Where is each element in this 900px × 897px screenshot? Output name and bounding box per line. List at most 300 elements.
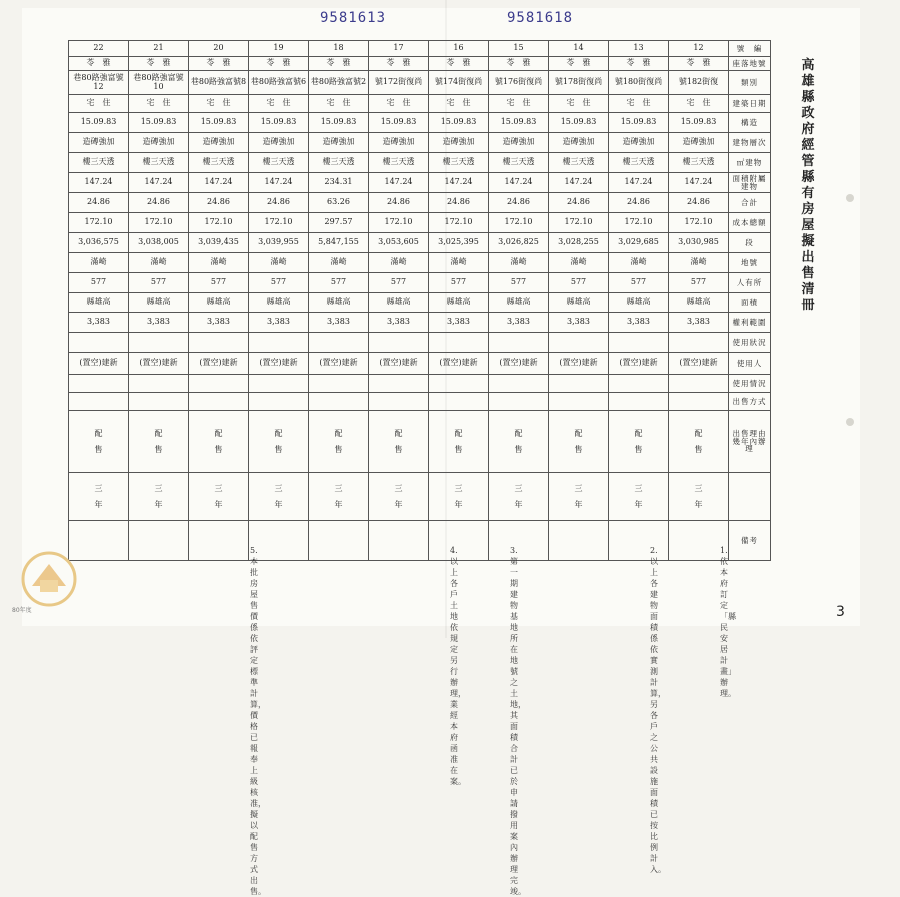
cell-usage: (置空)建新	[669, 353, 729, 375]
cell-num: 15	[489, 41, 549, 57]
cell-structure: 造磚強加	[429, 133, 489, 153]
property-table	[68, 40, 771, 561]
cell-section: 滿崎	[369, 253, 429, 273]
cell-section: 滿崎	[189, 253, 249, 273]
cell-lot: 577	[669, 273, 729, 293]
cell-total-area: 172.10	[69, 213, 129, 233]
cell-address: 巷80路強富號10	[129, 71, 189, 95]
cell-attached-area: 24.86	[249, 193, 309, 213]
vertical-text: 配 售	[274, 429, 283, 454]
cell-date: 15.09.83	[489, 113, 549, 133]
cell-land-area: 3,383	[249, 313, 309, 333]
cell-num: 12	[669, 41, 729, 57]
vertical-text: 配 售	[454, 429, 463, 454]
cell-owner: 縣雄高	[129, 293, 189, 313]
empty-cell	[129, 333, 189, 353]
cell-land-area: 3,383	[369, 313, 429, 333]
empty-cell	[369, 333, 429, 353]
page-title: 高雄縣政府經管縣有房屋擬出售清冊	[801, 58, 815, 313]
empty-cell	[669, 393, 729, 411]
cell-attached-area: 24.86	[429, 193, 489, 213]
table-row	[69, 393, 771, 411]
cell-total-area: 297.57	[309, 213, 369, 233]
vertical-text: 配 售	[154, 429, 163, 454]
cell-type: 宅 住	[609, 95, 669, 113]
table-row	[69, 173, 771, 193]
page-number: 3	[836, 604, 845, 620]
row-label: 地號	[729, 253, 771, 273]
cell-num: 17	[369, 41, 429, 57]
cell-section: 滿崎	[429, 253, 489, 273]
cell-num: 13	[609, 41, 669, 57]
empty-cell	[429, 375, 489, 393]
cell-building-area: 234.31	[309, 173, 369, 193]
cell-land-area: 3,383	[69, 313, 129, 333]
cell-cost: 3,030,985	[669, 233, 729, 253]
cell-type: 宅 住	[549, 95, 609, 113]
cell-reason-period	[249, 473, 309, 521]
cell-owner: 縣雄高	[669, 293, 729, 313]
empty-cell	[549, 375, 609, 393]
cell-land-area: 3,383	[189, 313, 249, 333]
table-row	[69, 133, 771, 153]
table-row	[69, 313, 771, 333]
cell-total-area: 172.10	[429, 213, 489, 233]
binder-hole-bottom	[846, 418, 854, 426]
cell-total-area: 172.10	[609, 213, 669, 233]
cell-total-area: 172.10	[489, 213, 549, 233]
cell-cost: 3,028,255	[549, 233, 609, 253]
cell-section: 滿崎	[669, 253, 729, 273]
cell-usage: (置空)建新	[369, 353, 429, 375]
cell-structure: 造磚強加	[309, 133, 369, 153]
row-label: ㎡建物	[729, 153, 771, 173]
cell-floors: 樓三天透	[489, 153, 549, 173]
cell-reason-period	[549, 473, 609, 521]
cell-section: 滿崎	[309, 253, 369, 273]
table-row	[69, 273, 771, 293]
cell-sale-method	[369, 411, 429, 473]
row-label: 權利範圍	[729, 313, 771, 333]
table-row	[69, 411, 771, 473]
cell-sale-method	[249, 411, 309, 473]
empty-cell	[189, 333, 249, 353]
empty-cell	[669, 333, 729, 353]
cell-building-area: 147.24	[429, 173, 489, 193]
cell-total-area: 172.10	[249, 213, 309, 233]
cell-sale-method	[609, 411, 669, 473]
cell-structure: 造磚強加	[249, 133, 309, 153]
cell-lot: 577	[309, 273, 369, 293]
empty-cell	[129, 393, 189, 411]
cell-attached-area: 24.86	[129, 193, 189, 213]
cell-usage: (置空)建新	[189, 353, 249, 375]
cell-reason-period	[489, 473, 549, 521]
vertical-text: 三 年	[454, 484, 463, 509]
cell-building-area: 147.24	[609, 173, 669, 193]
empty-cell	[549, 333, 609, 353]
header-label: 號 編	[729, 41, 771, 57]
cell-attached-area: 24.86	[489, 193, 549, 213]
cell-address: 巷80路強富號2	[309, 71, 369, 95]
cell-num: 19	[249, 41, 309, 57]
cell-address: 巷80路強富號12	[69, 71, 129, 95]
cell-total-area: 172.10	[549, 213, 609, 233]
cell-floors: 樓三天透	[549, 153, 609, 173]
cell-parcel: 苓 雅	[549, 57, 609, 71]
cell-total-area: 172.10	[669, 213, 729, 233]
cell-date: 15.09.83	[609, 113, 669, 133]
empty-cell	[489, 375, 549, 393]
row-label: 建物層次	[729, 133, 771, 153]
row-label	[729, 473, 771, 521]
cell-usage: (置空)建新	[549, 353, 609, 375]
cell-type: 宅 住	[309, 95, 369, 113]
cell-land-area: 3,383	[309, 313, 369, 333]
empty-cell	[69, 333, 129, 353]
note-2: 2.以上各建物面積係依實測計算，另各戶之公共設施面積已按比例計入。	[650, 546, 666, 874]
empty-cell	[69, 393, 129, 411]
cell-floors: 樓三天透	[249, 153, 309, 173]
empty-cell	[69, 375, 129, 393]
cell-date: 15.09.83	[189, 113, 249, 133]
cell-total-area: 172.10	[129, 213, 189, 233]
cell-cost: 3,026,825	[489, 233, 549, 253]
cell-reason-period	[429, 473, 489, 521]
cell-cost: 3,025,395	[429, 233, 489, 253]
cell-date: 15.09.83	[69, 113, 129, 133]
cell-date: 15.09.83	[249, 113, 309, 133]
empty-cell	[249, 375, 309, 393]
cell-land-area: 3,383	[609, 313, 669, 333]
vertical-text: 配 售	[334, 429, 343, 454]
empty-cell	[249, 393, 309, 411]
cell-address: 號174街復尚	[429, 71, 489, 95]
table-row	[69, 353, 771, 375]
cell-building-area: 147.24	[189, 173, 249, 193]
cell-cost: 5,847,155	[309, 233, 369, 253]
cell-num: 21	[129, 41, 189, 57]
cell-sale-method	[549, 411, 609, 473]
row-label: 座落地號	[729, 57, 771, 71]
cell-owner: 縣雄高	[429, 293, 489, 313]
cell-section: 滿崎	[129, 253, 189, 273]
row-label: 人有所	[729, 273, 771, 293]
table-row	[69, 113, 771, 133]
vertical-text: 配 售	[574, 429, 583, 454]
cell-parcel: 苓 雅	[129, 57, 189, 71]
cell-address: 巷80路強富號6	[249, 71, 309, 95]
cell-type: 宅 住	[429, 95, 489, 113]
cell-parcel: 苓 雅	[189, 57, 249, 71]
cell-land-area: 3,383	[129, 313, 189, 333]
cell-num: 20	[189, 41, 249, 57]
cell-lot: 577	[429, 273, 489, 293]
vertical-text: 配 售	[394, 429, 403, 454]
cell-sale-method	[129, 411, 189, 473]
cell-attached-area: 24.86	[609, 193, 669, 213]
table-row	[69, 41, 771, 57]
empty-cell	[609, 375, 669, 393]
cell-attached-area: 24.86	[69, 193, 129, 213]
cell-reason-period	[669, 473, 729, 521]
empty-cell	[129, 521, 189, 561]
cell-owner: 縣雄高	[189, 293, 249, 313]
cell-cost: 3,038,005	[129, 233, 189, 253]
cell-floors: 樓三天透	[429, 153, 489, 173]
cell-structure: 造磚強加	[129, 133, 189, 153]
cell-lot: 577	[549, 273, 609, 293]
cell-owner: 縣雄高	[69, 293, 129, 313]
table-row	[69, 153, 771, 173]
table-row	[69, 253, 771, 273]
cell-cost: 3,039,955	[249, 233, 309, 253]
cell-building-area: 147.24	[69, 173, 129, 193]
cell-structure: 造磚強加	[489, 133, 549, 153]
cell-cost: 3,053,605	[369, 233, 429, 253]
cell-sale-method	[189, 411, 249, 473]
empty-cell	[369, 393, 429, 411]
cell-building-area: 147.24	[549, 173, 609, 193]
row-label: 備考	[729, 521, 771, 561]
cell-type: 宅 住	[669, 95, 729, 113]
cell-parcel: 苓 雅	[369, 57, 429, 71]
vertical-text: 三 年	[274, 484, 283, 509]
row-label: 類別	[729, 71, 771, 95]
cell-owner: 縣雄高	[369, 293, 429, 313]
row-label: 使用人	[729, 353, 771, 375]
cell-section: 滿崎	[69, 253, 129, 273]
cell-date: 15.09.83	[429, 113, 489, 133]
cell-usage: (置空)建新	[429, 353, 489, 375]
cell-structure: 造磚強加	[549, 133, 609, 153]
cell-type: 宅 住	[189, 95, 249, 113]
cell-land-area: 3,383	[489, 313, 549, 333]
note-5: 5.本批房屋售價係依評定標準計算，價格已報奉上級核准，擬以配售方式出售。	[250, 546, 266, 896]
vertical-text: 三 年	[334, 484, 343, 509]
empty-cell	[489, 333, 549, 353]
table-row	[69, 213, 771, 233]
empty-cell	[369, 375, 429, 393]
cell-land-area: 3,383	[429, 313, 489, 333]
vertical-text: 三 年	[94, 484, 103, 509]
cell-parcel: 苓 雅	[249, 57, 309, 71]
table-row	[69, 193, 771, 213]
cell-address: 巷80路強富號8	[189, 71, 249, 95]
cell-parcel: 苓 雅	[489, 57, 549, 71]
cell-attached-area: 24.86	[369, 193, 429, 213]
cell-date: 15.09.83	[549, 113, 609, 133]
cell-section: 滿崎	[609, 253, 669, 273]
empty-cell	[309, 333, 369, 353]
cell-usage: (置空)建新	[129, 353, 189, 375]
cell-lot: 577	[369, 273, 429, 293]
note-4: 4.以上各戶土地依規定另行辦理，業經本府函准在案。	[450, 546, 466, 786]
cell-parcel: 苓 雅	[429, 57, 489, 71]
table-row	[69, 293, 771, 313]
empty-cell	[309, 375, 369, 393]
cell-owner: 縣雄高	[609, 293, 669, 313]
cell-sale-method	[309, 411, 369, 473]
cell-cost: 3,029,685	[609, 233, 669, 253]
cell-building-area: 147.24	[249, 173, 309, 193]
cell-land-area: 3,383	[669, 313, 729, 333]
cell-usage: (置空)建新	[609, 353, 669, 375]
stamp-caption: 80年度	[12, 607, 32, 614]
row-label: 出售理由 幾年內辦理	[729, 411, 771, 473]
cell-total-area: 172.10	[189, 213, 249, 233]
table-row	[69, 95, 771, 113]
cell-building-area: 147.24	[369, 173, 429, 193]
cell-building-area: 147.24	[489, 173, 549, 193]
vertical-text: 三 年	[394, 484, 403, 509]
cell-reason-period	[129, 473, 189, 521]
cell-num: 22	[69, 41, 129, 57]
cell-owner: 縣雄高	[249, 293, 309, 313]
cell-num: 18	[309, 41, 369, 57]
table-row	[69, 473, 771, 521]
cell-structure: 造磚強加	[69, 133, 129, 153]
cell-sale-method	[429, 411, 489, 473]
empty-cell	[429, 393, 489, 411]
row-label: 成本總額	[729, 213, 771, 233]
empty-cell	[309, 393, 369, 411]
cell-address: 號178街復尚	[549, 71, 609, 95]
cell-parcel: 苓 雅	[669, 57, 729, 71]
cell-lot: 577	[249, 273, 309, 293]
vertical-text: 配 售	[214, 429, 223, 454]
archive-stamp-logo	[18, 548, 80, 610]
vertical-text: 三 年	[634, 484, 643, 509]
cell-attached-area: 24.86	[669, 193, 729, 213]
cell-structure: 造磚強加	[669, 133, 729, 153]
cell-usage: (置空)建新	[249, 353, 309, 375]
cell-type: 宅 住	[129, 95, 189, 113]
cell-land-area: 3,383	[549, 313, 609, 333]
vertical-text: 三 年	[514, 484, 523, 509]
row-label: 面積	[729, 293, 771, 313]
cell-section: 滿崎	[549, 253, 609, 273]
empty-cell	[609, 393, 669, 411]
cell-parcel: 苓 雅	[309, 57, 369, 71]
cell-address: 號182街復	[669, 71, 729, 95]
cell-floors: 樓三天透	[669, 153, 729, 173]
cell-date: 15.09.83	[369, 113, 429, 133]
empty-cell	[189, 521, 249, 561]
row-label: 段	[729, 233, 771, 253]
empty-cell	[669, 375, 729, 393]
vertical-text: 配 售	[94, 429, 103, 454]
cell-cost: 3,036,575	[69, 233, 129, 253]
cell-lot: 577	[489, 273, 549, 293]
table-row	[69, 333, 771, 353]
cell-address: 號176街復尚	[489, 71, 549, 95]
cell-section: 滿崎	[489, 253, 549, 273]
cell-num: 16	[429, 41, 489, 57]
cell-attached-area: 24.86	[549, 193, 609, 213]
cell-lot: 577	[69, 273, 129, 293]
empty-cell	[489, 393, 549, 411]
cell-type: 宅 住	[69, 95, 129, 113]
cell-reason-period	[369, 473, 429, 521]
vertical-text: 三 年	[154, 484, 163, 509]
cell-address: 號180街復尚	[609, 71, 669, 95]
cell-reason-period	[309, 473, 369, 521]
cell-lot: 577	[129, 273, 189, 293]
cell-building-area: 147.24	[669, 173, 729, 193]
cell-building-area: 147.24	[129, 173, 189, 193]
cell-floors: 樓三天透	[309, 153, 369, 173]
note-3: 3.第一期建物基地所在地號之土地，其面積合計已於申請撥用案內辦理完竣。	[510, 546, 526, 896]
cell-lot: 577	[609, 273, 669, 293]
row-label: 構造	[729, 113, 771, 133]
empty-cell	[249, 333, 309, 353]
cell-attached-area: 24.86	[189, 193, 249, 213]
cell-floors: 樓三天透	[129, 153, 189, 173]
cell-owner: 縣雄高	[549, 293, 609, 313]
empty-cell	[189, 375, 249, 393]
notes-section	[250, 545, 770, 896]
cell-address: 號172街復尚	[369, 71, 429, 95]
row-label: 使用狀況	[729, 333, 771, 353]
empty-cell	[189, 393, 249, 411]
vertical-text: 配 售	[514, 429, 523, 454]
vertical-text: 配 售	[694, 429, 703, 454]
cell-structure: 造磚強加	[189, 133, 249, 153]
cell-sale-method	[69, 411, 129, 473]
vertical-text: 配 售	[634, 429, 643, 454]
cell-section: 滿崎	[249, 253, 309, 273]
empty-cell	[609, 333, 669, 353]
empty-cell	[429, 333, 489, 353]
cell-date: 15.09.83	[669, 113, 729, 133]
cell-owner: 縣雄高	[309, 293, 369, 313]
note-1: 1.依本府訂定「縣民安居計畫」辦理。	[720, 546, 736, 698]
cell-floors: 樓三天透	[369, 153, 429, 173]
cell-parcel: 苓 雅	[69, 57, 129, 71]
cell-reason-period	[609, 473, 669, 521]
cell-sale-method	[489, 411, 549, 473]
cell-usage: (置空)建新	[309, 353, 369, 375]
cell-lot: 577	[189, 273, 249, 293]
table-row	[69, 233, 771, 253]
cell-type: 宅 住	[489, 95, 549, 113]
table-row	[69, 71, 771, 95]
cell-reason-period	[189, 473, 249, 521]
cell-owner: 縣雄高	[489, 293, 549, 313]
cell-floors: 樓三天透	[69, 153, 129, 173]
cell-parcel: 苓 雅	[609, 57, 669, 71]
cell-structure: 造磚強加	[369, 133, 429, 153]
serial-number-right: 9581618	[507, 10, 574, 26]
cell-num: 14	[549, 41, 609, 57]
serial-number-left: 9581613	[320, 10, 387, 26]
cell-total-area: 172.10	[369, 213, 429, 233]
cell-reason-period	[69, 473, 129, 521]
cell-usage: (置空)建新	[69, 353, 129, 375]
cell-floors: 樓三天透	[189, 153, 249, 173]
cell-usage: (置空)建新	[489, 353, 549, 375]
vertical-text: 三 年	[214, 484, 223, 509]
cell-type: 宅 住	[369, 95, 429, 113]
empty-cell	[549, 393, 609, 411]
cell-date: 15.09.83	[129, 113, 189, 133]
vertical-text: 三 年	[694, 484, 703, 509]
row-label: 出售方式	[729, 393, 771, 411]
table-row	[69, 57, 771, 71]
cell-type: 宅 住	[249, 95, 309, 113]
binder-hole-top	[846, 194, 854, 202]
